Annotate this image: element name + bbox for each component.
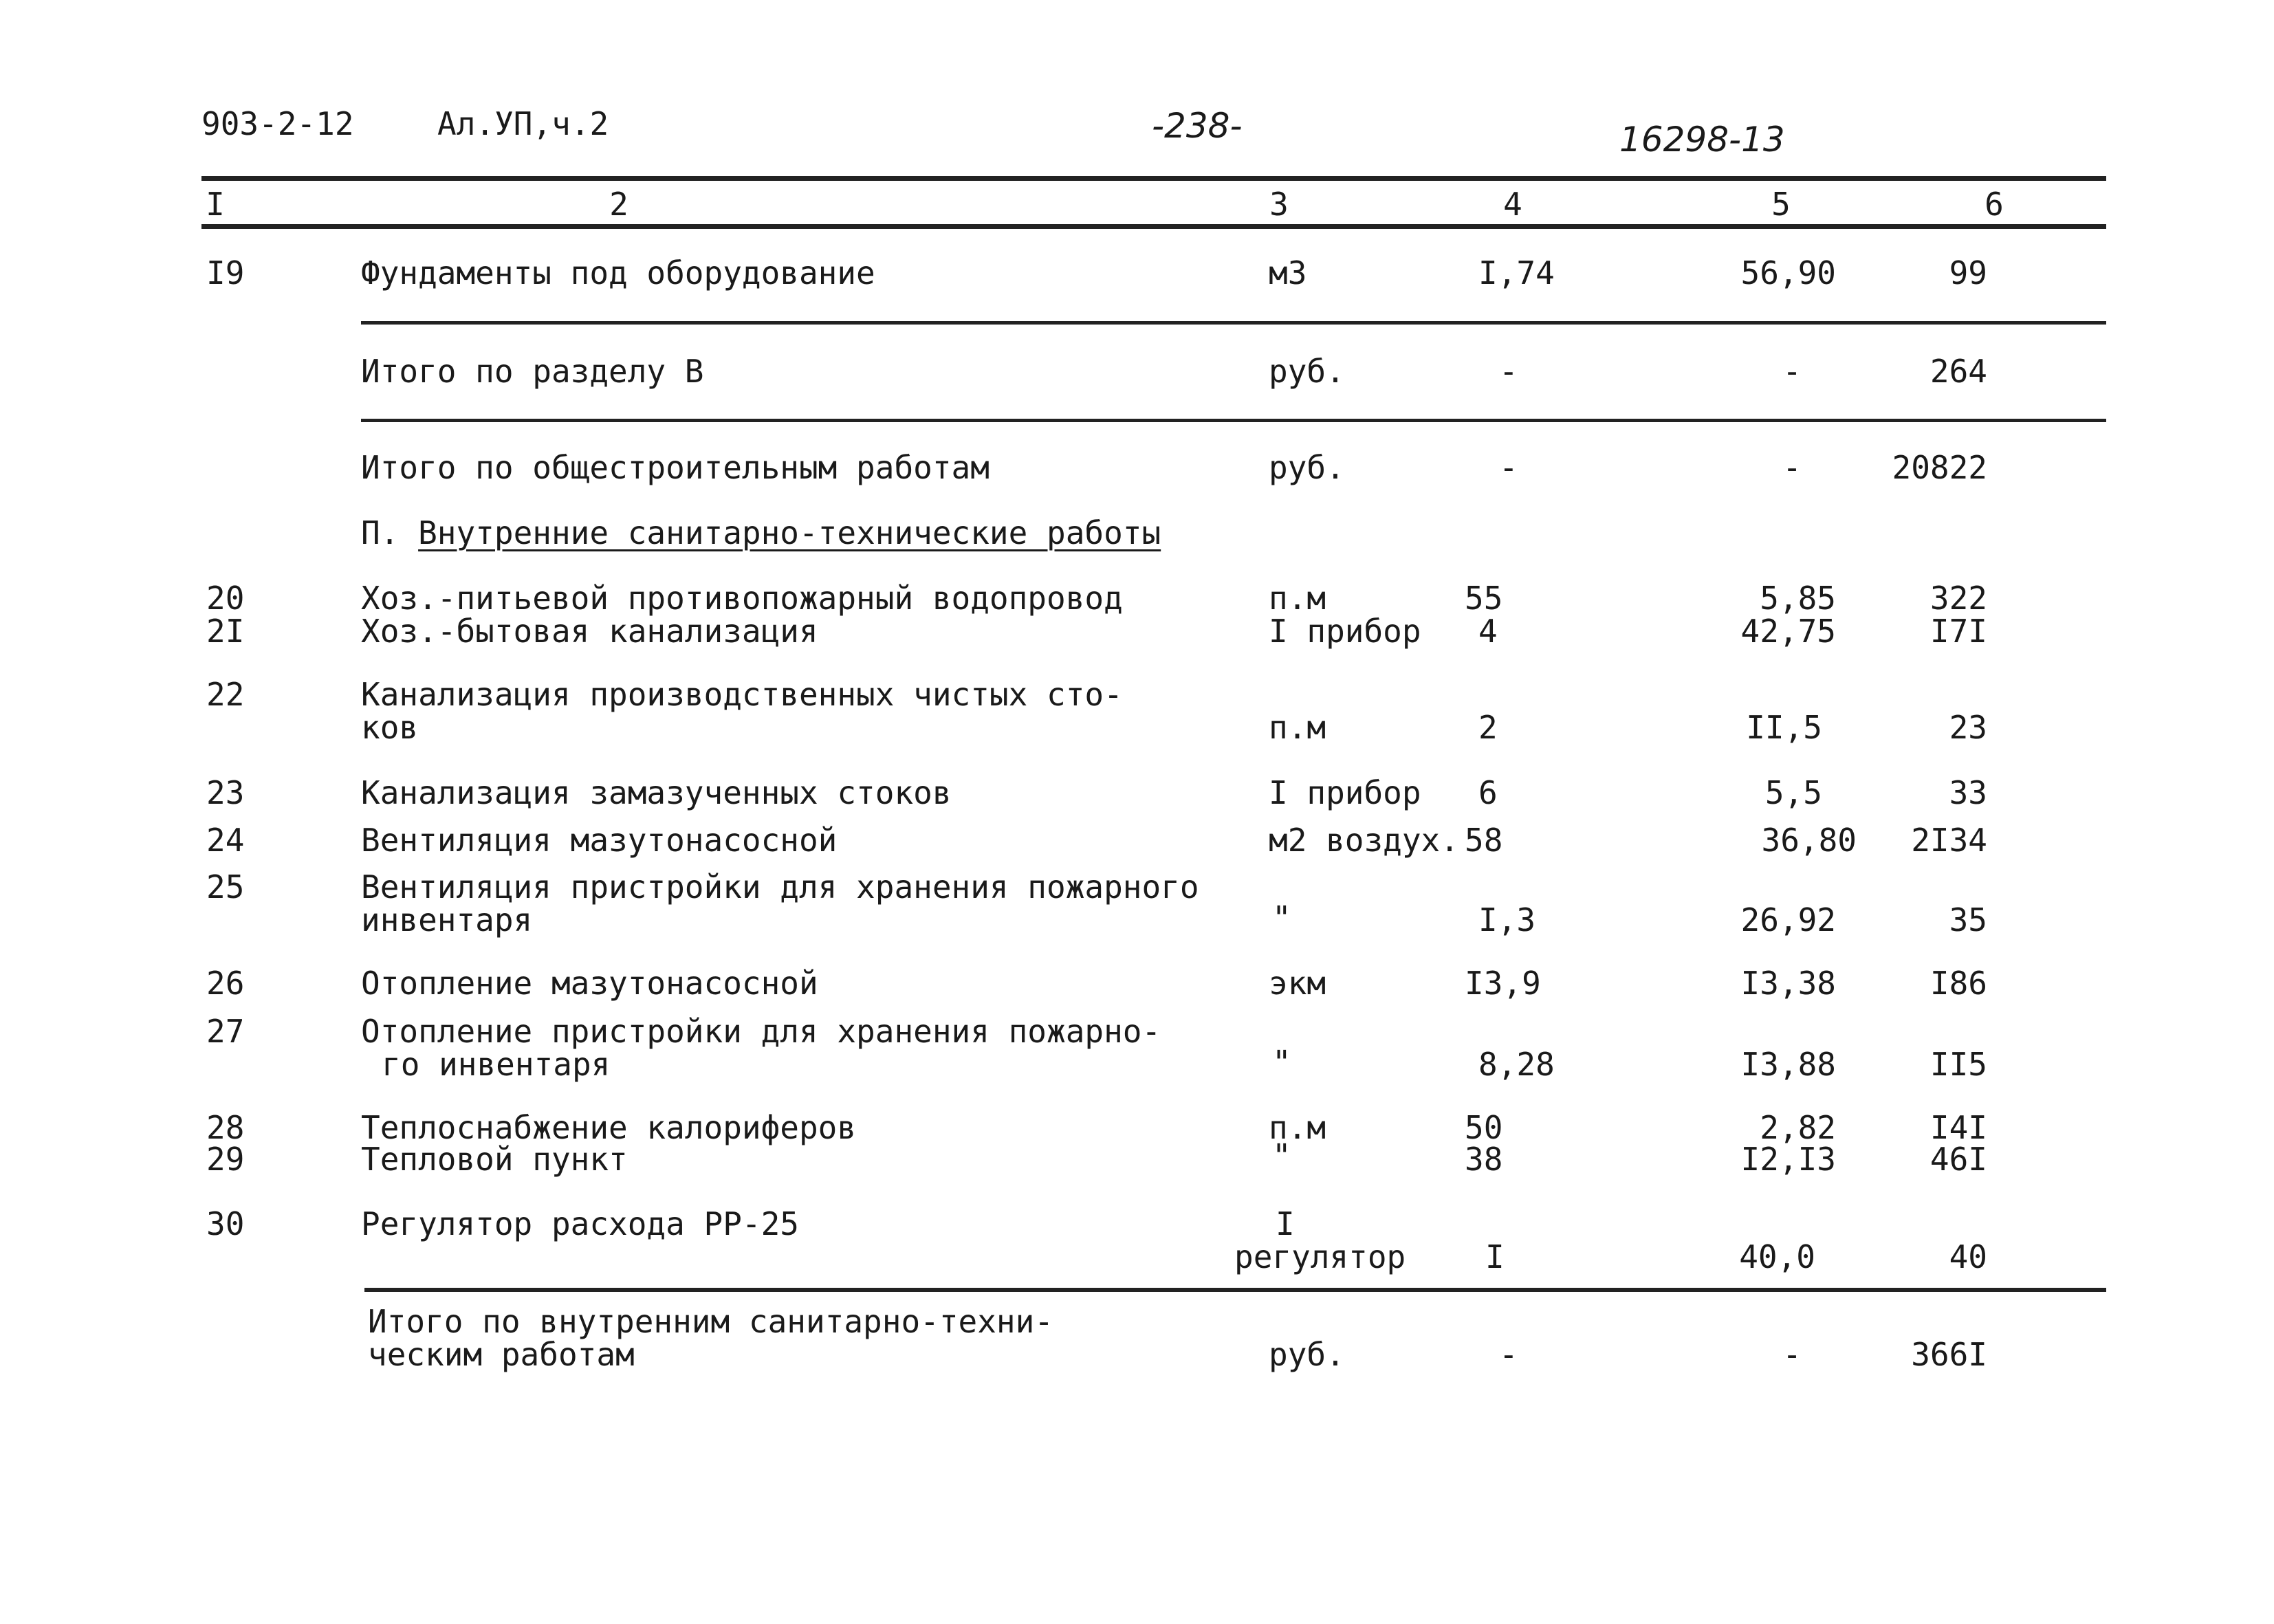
- subtotal-unit: руб.: [1269, 353, 1345, 390]
- subtotal-price: -: [1782, 1336, 1802, 1373]
- row-quantity: 6: [1478, 774, 1498, 811]
- row-number: 29: [206, 1141, 245, 1178]
- row-quantity: 2: [1478, 709, 1498, 746]
- row-number: 20: [206, 580, 245, 617]
- row-total: 33: [1949, 774, 1987, 811]
- section-rule: [361, 419, 2106, 422]
- row-price: 42,75: [1740, 613, 1836, 650]
- row-number: 26: [206, 965, 245, 1002]
- row-total: I7I: [1929, 613, 1987, 650]
- row-number: 2I: [206, 613, 245, 650]
- row-quantity: 58: [1465, 822, 1503, 859]
- row-price: 56,90: [1740, 254, 1836, 292]
- row-name: Канализация производственных чистых сто-: [361, 676, 1123, 713]
- album-reference: Ал.УП,ч.2: [437, 105, 609, 142]
- header-rule-bottom: [201, 224, 2106, 229]
- header-rule-top: [201, 176, 2106, 181]
- column-header-6: 6: [1985, 186, 2004, 223]
- row-price: 26,92: [1740, 901, 1836, 939]
- row-number: 28: [206, 1109, 245, 1146]
- row-unit: I прибор: [1269, 613, 1421, 650]
- section-title: Внутренние санитарно-технические работы: [418, 514, 1161, 551]
- row-quantity: 55: [1465, 580, 1503, 617]
- row-price: 36,80: [1761, 822, 1857, 859]
- subtotal-label: Итого по внутренним санитарно-техни-: [368, 1303, 1053, 1340]
- ditto-mark: ": [1272, 1044, 1291, 1081]
- row-name: Регулятор расхода РР-25: [361, 1205, 799, 1242]
- row-name: Хоз.-бытовая канализация: [361, 613, 818, 650]
- row-total: II5: [1929, 1046, 1987, 1083]
- row-total: I4I: [1929, 1109, 1987, 1146]
- row-quantity: I: [1485, 1238, 1505, 1275]
- section-heading: [361, 516, 1161, 550]
- row-name-continuation: го инвентаря: [382, 1046, 611, 1083]
- ditto-mark: ": [1272, 899, 1291, 936]
- row-total: I86: [1929, 965, 1987, 1002]
- row-number: 23: [206, 774, 245, 811]
- subtotal-price: -: [1782, 353, 1802, 390]
- subtotal-unit: руб.: [1269, 449, 1345, 486]
- row-number: 27: [206, 1013, 245, 1050]
- document-code: 903-2-12: [201, 105, 354, 142]
- row-price: 40,0: [1739, 1238, 1815, 1275]
- subtotal-quantity: -: [1499, 353, 1518, 390]
- row-price: I3,88: [1740, 1046, 1836, 1083]
- column-header-2: 2: [609, 186, 628, 223]
- row-total: 40: [1949, 1238, 1987, 1275]
- column-header-5: 5: [1771, 186, 1791, 223]
- subtotal-label: Итого по общестроительным работам: [361, 449, 990, 486]
- subtotal-total: 20822: [1892, 449, 1987, 486]
- row-unit: м3: [1269, 254, 1307, 292]
- subtotal-label-continuation: ческим работам: [368, 1336, 635, 1373]
- row-total: 35: [1949, 901, 1987, 939]
- row-total: 322: [1929, 580, 1987, 617]
- row-total: 2I34: [1911, 822, 1987, 859]
- row-quantity: I,3: [1478, 901, 1536, 939]
- row-name-continuation: инвентаря: [361, 901, 533, 939]
- ditto-mark: ": [1272, 1137, 1291, 1174]
- row-number: I9: [206, 254, 245, 292]
- row-total: 99: [1949, 254, 1987, 292]
- subtotal-price: -: [1782, 449, 1802, 486]
- row-quantity: I3,9: [1465, 965, 1541, 1002]
- row-quantity: I,74: [1478, 254, 1555, 292]
- column-header-3: 3: [1269, 186, 1289, 223]
- row-unit: п.м: [1269, 580, 1326, 617]
- row-number: 24: [206, 822, 245, 859]
- row-number: 25: [206, 868, 245, 906]
- section-number: П.: [361, 514, 400, 551]
- row-quantity: 50: [1465, 1109, 1503, 1146]
- row-total: 46I: [1929, 1141, 1987, 1178]
- row-number: 30: [206, 1205, 245, 1242]
- row-name: Вентиляция пристройки для хранения пожарного: [361, 868, 1199, 906]
- row-number: 22: [206, 676, 245, 713]
- subtotal-total: 366I: [1911, 1336, 1987, 1373]
- row-quantity: 4: [1478, 613, 1498, 650]
- column-header-1: I: [206, 186, 225, 223]
- row-quantity: 38: [1465, 1141, 1503, 1178]
- row-name-continuation: ков: [361, 709, 419, 746]
- row-unit: I прибор: [1269, 774, 1421, 811]
- row-name: Канализация замазученных стоков: [361, 774, 952, 811]
- row-name: Теплоснабжение калориферов: [361, 1109, 857, 1146]
- row-name: Отопление пристройки для хранения пожарно-: [361, 1013, 1161, 1050]
- row-unit-continuation: регулятор: [1234, 1238, 1406, 1275]
- page-number: -238-: [1152, 106, 1243, 146]
- inventory-number: 16298-13: [1619, 120, 1785, 160]
- row-unit: п.м: [1269, 1109, 1326, 1146]
- row-unit: п.м: [1269, 709, 1326, 746]
- row-name: Хоз.-питьевой противопожарный водопровод: [361, 580, 1123, 617]
- column-header-4: 4: [1503, 186, 1522, 223]
- section-rule: [361, 321, 2106, 325]
- row-price: I2,I3: [1740, 1141, 1836, 1178]
- row-name: Отопление мазутонасосной: [361, 965, 818, 1002]
- row-name: Тепловой пункт: [361, 1141, 628, 1178]
- row-price: 5,85: [1760, 580, 1836, 617]
- row-name: Вентиляция мазутонасосной: [361, 822, 838, 859]
- row-quantity: 8,28: [1478, 1046, 1555, 1083]
- row-price: II,5: [1746, 709, 1822, 746]
- row-price: 2,82: [1760, 1109, 1836, 1146]
- row-price: I3,38: [1740, 965, 1836, 1002]
- row-total: 23: [1949, 709, 1987, 746]
- subtotal-quantity: -: [1499, 449, 1518, 486]
- subtotal-total: 264: [1929, 353, 1987, 390]
- row-name: Фундаменты под оборудование: [361, 254, 875, 292]
- section-rule: [364, 1288, 2106, 1292]
- subtotal-quantity: -: [1499, 1336, 1518, 1373]
- subtotal-unit: руб.: [1269, 1336, 1345, 1373]
- row-unit: экм: [1269, 965, 1326, 1002]
- subtotal-label: Итого по разделу В: [361, 353, 704, 390]
- row-price: 5,5: [1764, 774, 1822, 811]
- row-unit: м2 воздух.: [1269, 822, 1459, 859]
- row-unit: I: [1276, 1205, 1295, 1242]
